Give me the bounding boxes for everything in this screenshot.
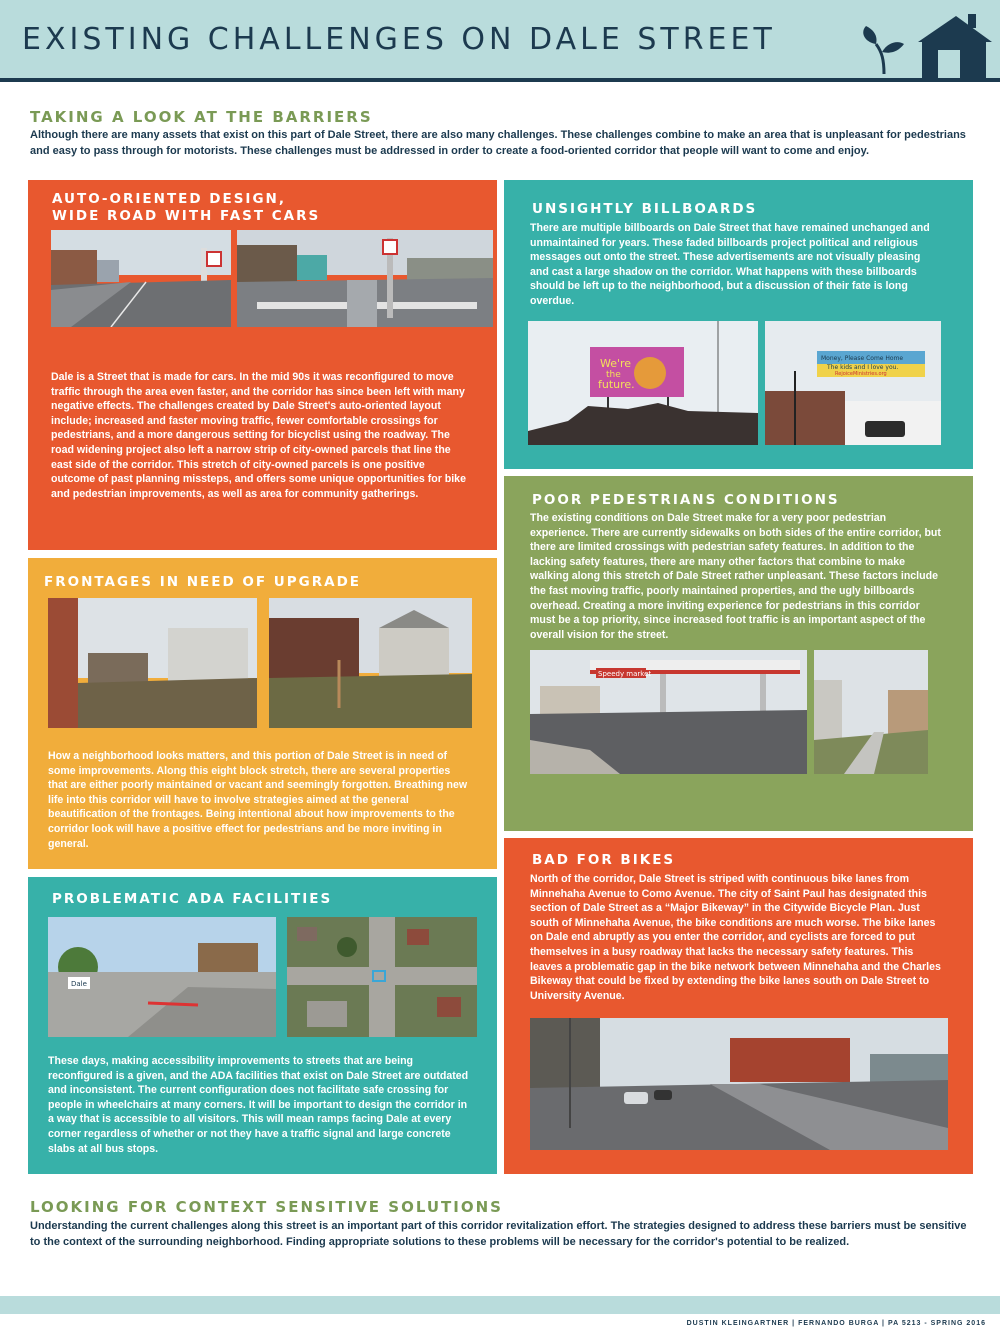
- ada-text: These days, making accessibility improvements to streets that are being reconfigured is a given, and the ADA facilities that exist on Dale Street are outdated and inconsistent. The current configuration does not facilitate safe crossing for people in wheelchairs at many corners. It will be important to design the corridor in a way that is accessible to all visitors. This will mean ramps facing Dale at every corner regardless of whether or not they have a traffic signal and large concrete slabs at all bus stops.: [48, 1055, 469, 1155]
- store-sign-text: Speedy market: [598, 670, 652, 678]
- auto-oriented-title: [52, 191, 492, 225]
- aerial-intersection-photo: [287, 917, 477, 1037]
- ada-panel: [28, 877, 497, 1174]
- pedestrians-panel: [504, 476, 973, 831]
- ada-title: PROBLEMATIC ADA FACILITIES: [52, 891, 333, 907]
- pedestrians-title: POOR PEDESTRIANS CONDITIONS: [532, 492, 840, 508]
- intro-heading: TAKING A LOOK AT THE BARRIERS: [30, 108, 373, 126]
- billboard2-line3: RejoiceMinistries.org: [835, 371, 887, 377]
- frontages-text: How a neighborhood looks matters, and this portion of Dale Street is in need of some improvements. Along this eight block stretch, there are several properties that are either poorly maintained or vacant and seemingly forgotten. Breathing new life into this corridor will have to involve strategies aimed at the general beautification of the frontages. Being intentional about how improvements to the corridor look will have a positive effect for pedestrians and be more inviting in general.: [48, 750, 468, 850]
- pedestrians-text: The existing conditions on Dale Street make for a very poor pedestrian experience. There are currently sidewalks on both sides of the entire corridor, but there are limited crossings with pedestrian safety features. In addition to the lacking safety features, there are many other factors that combine to make walking along this stretch of Dale Street rather unpleasant. These factors include the fast moving traffic, poorly maintained properties, and the ugly billboards overhead. Creating a more inviting experience for pedestrians in this corridor must be a top priority, since increased foot traffic is an important aspect of the overall vision for the street.: [530, 512, 941, 641]
- billboard2-line2: The kids and I love you.: [827, 364, 899, 371]
- wide-road-photo: [51, 230, 231, 327]
- empty-frontage-photo: [269, 598, 472, 728]
- auto-title-line1: AUTO-ORIENTED DESIGN,: [52, 191, 286, 207]
- billboards-text: There are multiple billboards on Dale Street that have remained unchanged and unmaintained for years. These faded billboards project political and religious messages out onto the street. These advertisements are not visually pleasing and cast a large shadow on the corridor. What happens with these billboards should be left up to the neighborhood, but a discussion of their fate is long overdue.: [530, 222, 930, 307]
- footer-band: [0, 1296, 1000, 1314]
- gas-station-photo: [530, 650, 807, 774]
- billboard-future-photo: [528, 321, 758, 445]
- billboard1-line3: future.: [598, 378, 635, 391]
- billboard-come-home-photo: [765, 321, 941, 445]
- billboards-title: UNSIGHTLY BILLBOARDS: [532, 201, 758, 217]
- conclusion-heading: LOOKING FOR CONTEXT SENSITIVE SOLUTIONS: [30, 1198, 503, 1216]
- intro-text: Although there are many assets that exist on this part of Dale Street, there are also many challenges. These challenges combine to make an area that is unpleasant for pedestrians and easy to pass through for motorists. These challenges must be addressed in order to create a food-oriented corridor that people will want to come and enjoy.: [30, 129, 966, 157]
- crosswalk-median-photo: [237, 230, 493, 327]
- bikes-title: BAD FOR BIKES: [532, 852, 676, 868]
- billboard1-line1: We're: [600, 357, 632, 370]
- footer-credits: DUSTIN KLEINGARTNER | FERNANDO BURGA | PA 5213 - SPRING 2016: [686, 1320, 986, 1327]
- bikes-text: North of the corridor, Dale Street is striped with continuous bike lanes from Minnehaha Avenue to Como Avenue. The city of Saint Paul has designated this section of Dale Street as a “Major Bikeway” in the Citywide Bicycle Plan. Just south of Minnehaha Avenue, the bike conditions are much worse. The bike lanes on Dale end abruptly as you enter the corridor, and cyclists are forced to put themselves in a busy roadway that lacks the necessary safety features. This leaves a problematic gap in the bike network between Minnehaha and the Charles Bikeway that could be fixed by extending the bike lanes south on Dale Street to University Avenue.: [530, 873, 941, 1002]
- header-rule: [0, 78, 1000, 82]
- bikes-panel: [504, 838, 973, 1174]
- bike-corridor-photo: [530, 1018, 948, 1150]
- curb-ramp-photo: [48, 917, 276, 1037]
- page-title: EXISTING CHALLENGES ON DALE STREET: [22, 22, 776, 57]
- frontages-title: FRONTAGES IN NEED OF UPGRADE: [44, 574, 362, 590]
- auto-oriented-panel: [28, 180, 497, 550]
- auto-title-line2: WIDE ROAD WITH FAST CARS: [52, 208, 321, 224]
- sidewalk-photo: [814, 650, 928, 774]
- vacant-lot-photo: [48, 598, 257, 728]
- conclusion-text: Understanding the current challenges along this street is an important part of this corridor revitalization effort. The strategies designed to address these barriers must be sensitive to the context of the surrounding neighborhood. Finding appropriate solutions to these problems will be necessary for the corridor's potential to be realized.: [30, 1220, 967, 1248]
- house-sprout-logo-icon: [862, 12, 992, 78]
- ada-sign-text: Dale: [71, 980, 87, 988]
- billboards-panel: [504, 180, 973, 469]
- billboard2-line1: Money, Please Come Home: [821, 355, 904, 362]
- auto-oriented-text: Dale is a Street that is made for cars. In the mid 90s it was reconfigured to move traffic through the area even faster, and the corridor has since been left with many negative effects. The challenges created by Dale Street's auto-oriented layout include; increased and faster moving traffic, fewer comfortable crossings for pedestrians, and a more dangerous setting for bicyclist using the roadway. The road widening project also left a narrow strip of city-owned parcels that line the east side of the corridor. This stretch of city-owned parcels is one positive outcome of past planning missteps, and offers some unique opportunities for bike and pedestrian improvements, as well as area for community gatherings.: [51, 371, 466, 500]
- frontages-panel: [28, 558, 497, 869]
- billboard1-line2: the: [606, 370, 621, 380]
